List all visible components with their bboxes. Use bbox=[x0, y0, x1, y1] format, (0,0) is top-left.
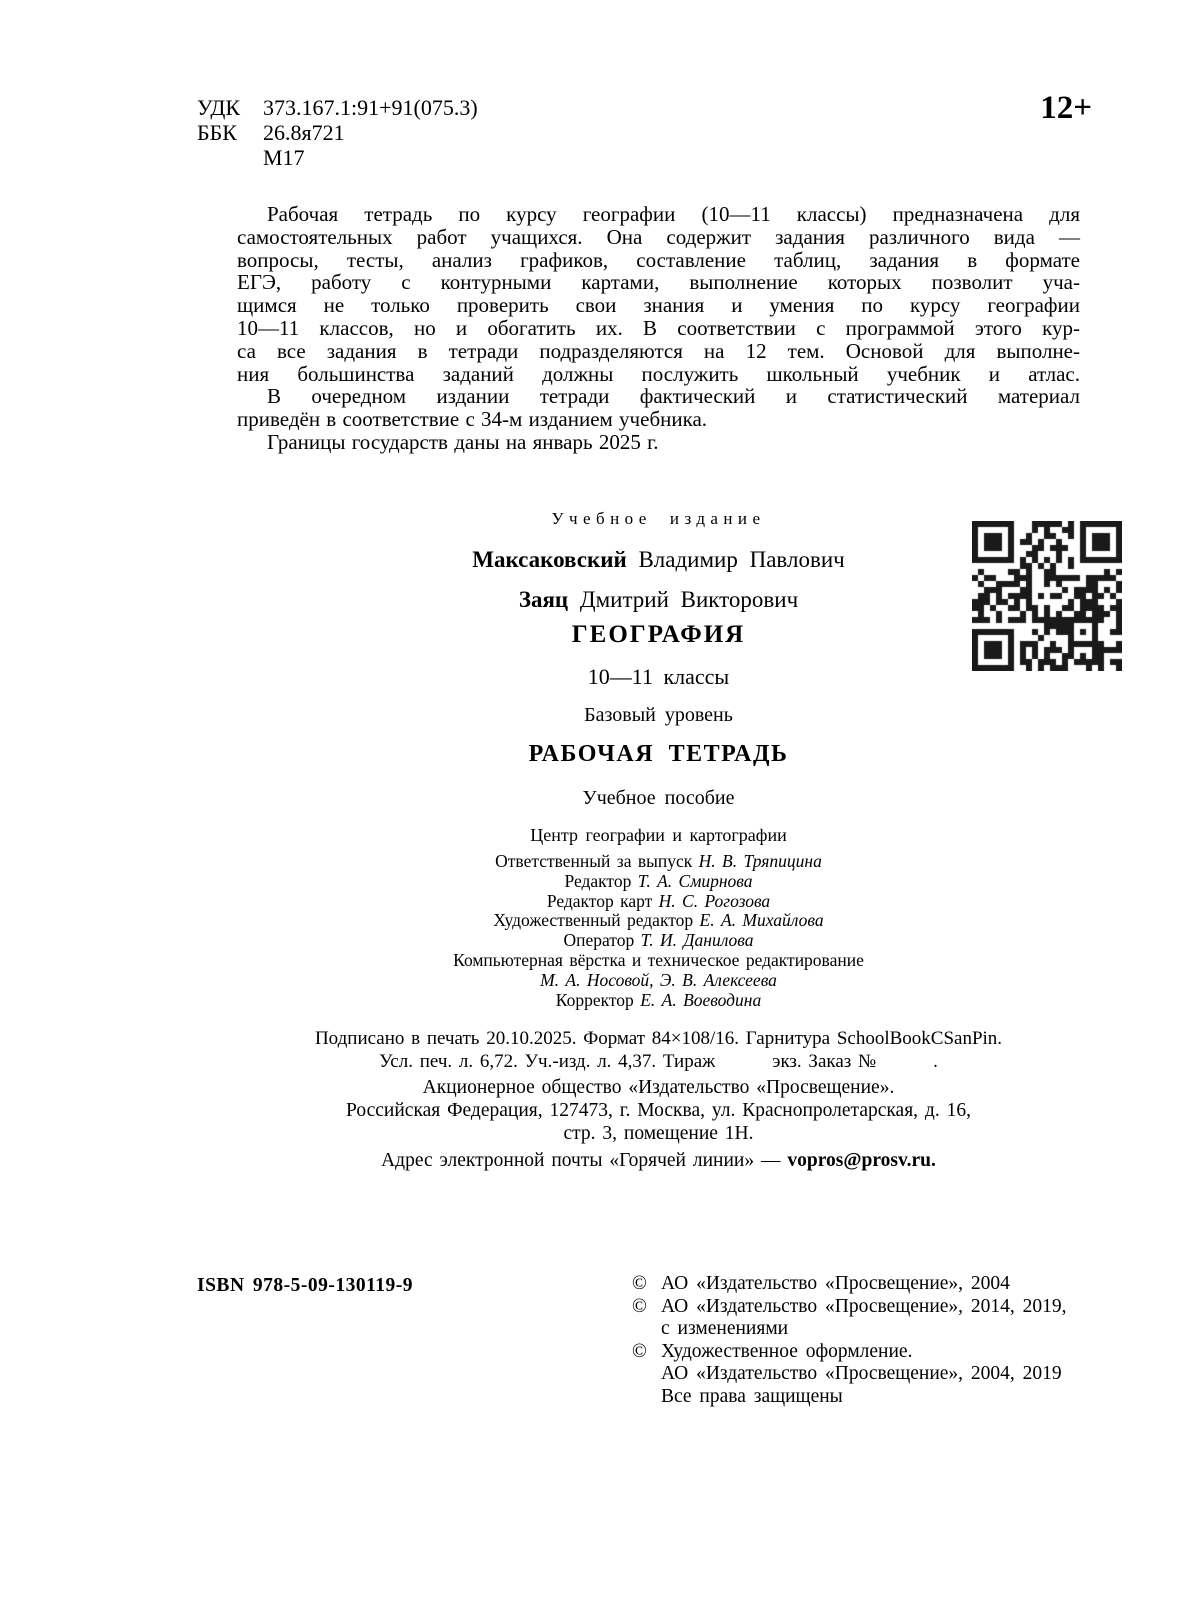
credit-role: Редактор карт bbox=[546, 890, 659, 911]
credit-line bbox=[237, 852, 1080, 872]
author-surname: Максаковский bbox=[472, 547, 627, 572]
credit-line bbox=[237, 951, 1080, 971]
copyright-line: с изменениями bbox=[661, 1318, 789, 1339]
copyright-lines bbox=[661, 1341, 1062, 1409]
udc-value: 373.167.1:91+91(075.3) bbox=[263, 95, 478, 120]
annotation-line: 10—11 классов, но и обогатить их. В соответствии с программой этого кур- bbox=[237, 315, 1080, 340]
copyright-entry bbox=[632, 1273, 1067, 1296]
annotation-line: Границы государств даны на январь 2025 г. bbox=[267, 429, 659, 454]
annotation-line: Рабочая тетрадь по курсу географии (10—11 классы) предназначена для bbox=[267, 202, 1080, 226]
print-info-line-2: Усл. печ. л. 6,72. Уч.-изд. л. 4,37. Тираж экз. Заказ № . bbox=[379, 1051, 938, 1072]
credit-role: Компьютерная вёрстка и техническое редактирование bbox=[453, 949, 864, 970]
author-line-2 bbox=[237, 587, 1080, 613]
credit-person-name: Н. С. Рогозова bbox=[658, 890, 771, 911]
publisher-line: Акционерное общество «Издательство «Просвещение». bbox=[422, 1077, 895, 1098]
book-title: ГЕОГРАФИЯ bbox=[571, 621, 746, 648]
credit-role: Ответственный за выпуск bbox=[495, 851, 699, 871]
publisher-line: Российская Федерация, 127473, г. Москва, ул. Краснопролетарская, д. 16, bbox=[346, 1100, 971, 1121]
book-kind: Учебное пособие bbox=[582, 787, 735, 809]
copyright-sign: © bbox=[632, 1295, 647, 1317]
copyright-line: АО «Издательство «Просвещение», 2014, 2019, bbox=[661, 1295, 1067, 1317]
copyright-sign: © bbox=[632, 1340, 647, 1362]
credit-line bbox=[237, 931, 1080, 951]
qr-code bbox=[972, 521, 1122, 671]
annotation-line: ния большинства заданий должны послужить школьный учебник и атлас. bbox=[237, 361, 1080, 386]
bbk-label: ББК bbox=[197, 120, 237, 145]
copyright-lines bbox=[661, 1273, 1010, 1296]
copyright-entry bbox=[632, 1341, 1067, 1409]
credit-person-name: Е. А. Воеводина bbox=[640, 989, 762, 1010]
credit-line bbox=[237, 991, 1080, 1011]
edition-note: Учебное издание bbox=[551, 509, 766, 528]
credit-person-name: Е. А. Михайлова bbox=[699, 910, 824, 931]
credit-person-name: Т. И. Данилова bbox=[640, 930, 754, 951]
credit-line bbox=[237, 971, 1080, 991]
annotation-line: са все задания в тетради подразделяются на 12 тем. Основой для выполне- bbox=[237, 338, 1080, 363]
credits-block bbox=[237, 852, 1080, 1010]
annotation-line: вопросы, тесты, анализ графиков, составление таблиц, задания в формате bbox=[237, 247, 1080, 272]
publishing-department: Центр географии и картографии bbox=[530, 825, 787, 845]
book-level: Базовый уровень bbox=[584, 704, 733, 726]
copyright-lines bbox=[661, 1296, 1067, 1341]
copyright-line: Все права защищены bbox=[661, 1385, 843, 1407]
copyright-entry bbox=[632, 1296, 1067, 1341]
author-line-1 bbox=[237, 547, 1080, 573]
hotline-line bbox=[237, 1150, 1080, 1172]
author-surname: Заяц bbox=[518, 587, 569, 612]
credit-line bbox=[237, 872, 1080, 892]
copyright-line: Художественное оформление. bbox=[661, 1340, 913, 1362]
publisher-line: стр. 3, помещение 1Н. bbox=[563, 1123, 754, 1144]
book-grades: 10—11 классы bbox=[587, 664, 730, 689]
age-rating-badge: 12+ bbox=[1040, 90, 1092, 126]
annotation-line: В очередном издании тетради фактический и статистический материал bbox=[267, 384, 1080, 409]
hotline-label: Адрес электронной почты «Горячей линии» — bbox=[381, 1150, 788, 1171]
annotation-line: ЕГЭ, работу с контурными картами, выполнение которых позволит уча- bbox=[237, 270, 1080, 295]
credit-line bbox=[237, 892, 1080, 912]
copyright-block bbox=[632, 1273, 1067, 1408]
copyright-line: АО «Издательство «Просвещение», 2004, 2019 bbox=[661, 1363, 1062, 1384]
print-info-line-1: Подписано в печать 20.10.2025. Формат 84×108/16. Гарнитура SchoolBookCSanPin. bbox=[314, 1028, 1003, 1049]
annotation-line: самостоятельных работ учащихся. Она содержит задания различного вида — bbox=[237, 224, 1080, 249]
author-code: М17 bbox=[263, 145, 305, 170]
credit-line bbox=[237, 911, 1080, 931]
publisher-address-block bbox=[237, 1076, 1080, 1145]
author-given-names: Дмитрий Викторович bbox=[579, 587, 799, 612]
credit-person-name: Т. А. Смирнова bbox=[637, 870, 753, 891]
author-given-names: Владимир Павлович bbox=[638, 547, 845, 572]
book-subtitle: РАБОЧАЯ ТЕТРАДЬ bbox=[528, 741, 789, 767]
isbn: ISBN 978-5-09-130119-9 bbox=[197, 1275, 414, 1296]
hotline-email: vopros@prosv.ru. bbox=[787, 1150, 936, 1171]
credit-role: Художественный редактор bbox=[493, 910, 700, 931]
copyright-sign: © bbox=[632, 1273, 647, 1294]
credit-person-name: Н. В. Тряпицина bbox=[698, 851, 822, 871]
annotation-line: приведён в соответствие с 34-м изданием учебника. bbox=[237, 407, 708, 432]
credit-person-name: М. А. Носовой, Э. В. Алексеева bbox=[540, 969, 777, 990]
bbk-value: 26.8я721 bbox=[263, 120, 345, 145]
credit-role: Корректор bbox=[555, 989, 641, 1010]
annotation-line: щимся не только проверить свои знания и умения по курсу географии bbox=[237, 293, 1080, 318]
copyright-line: АО «Издательство «Просвещение», 2004 bbox=[661, 1273, 1010, 1294]
credit-role: Оператор bbox=[563, 930, 641, 951]
udc-label: УДК bbox=[197, 95, 241, 120]
credit-role: Редактор bbox=[564, 870, 638, 891]
